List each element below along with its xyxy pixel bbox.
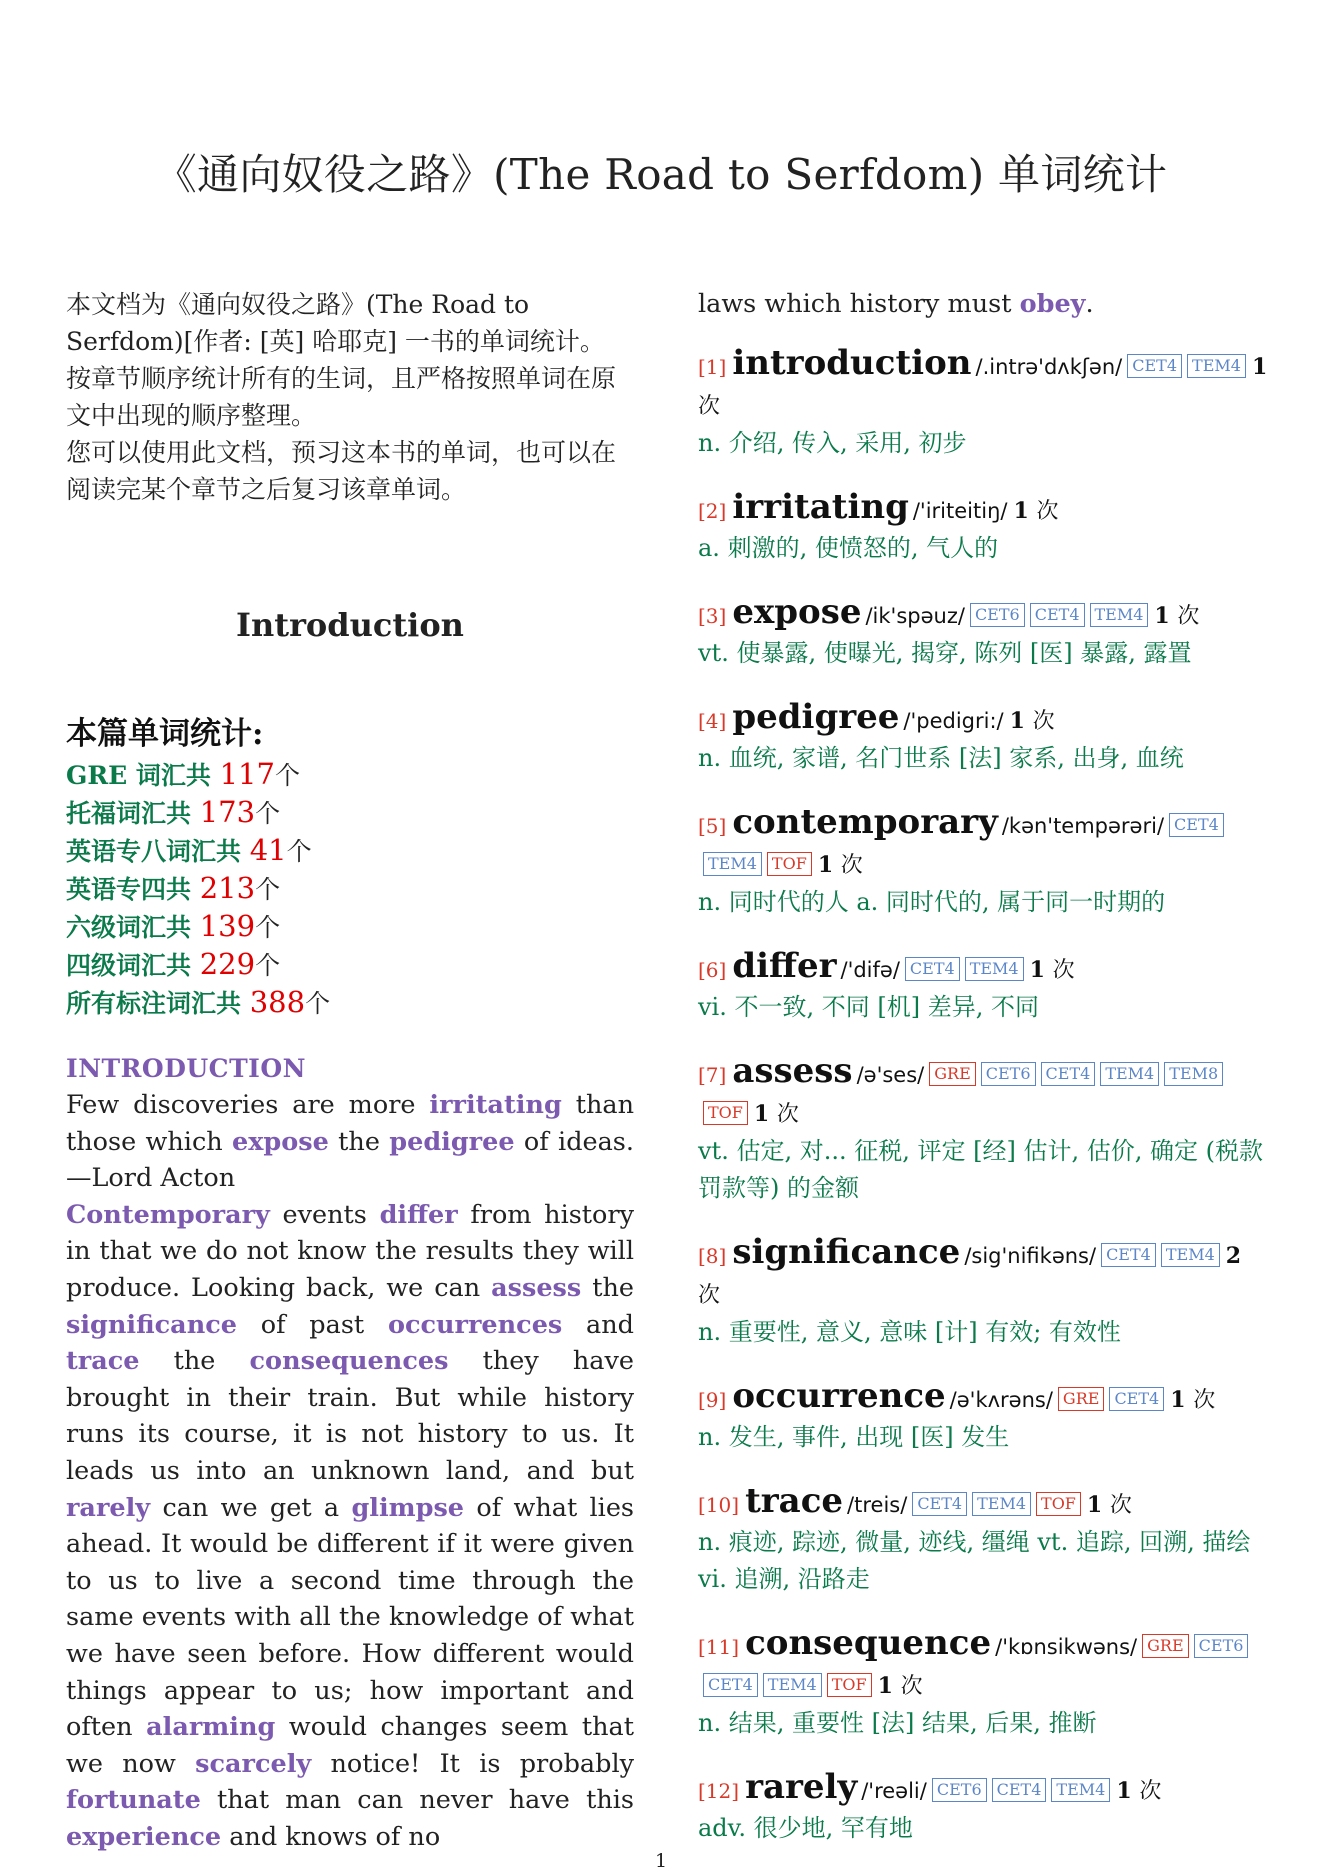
entry-count: 1 次	[698, 354, 1268, 419]
entry-count: 1 次	[1086, 1492, 1132, 1518]
entry-index: [10]	[698, 1493, 740, 1517]
entry-index: [8]	[698, 1244, 727, 1268]
count-unit: 次	[1193, 1388, 1216, 1413]
text-run: from history in that we do not know the results they will produce. Looking back, we can	[66, 1199, 635, 1303]
text-run: can we get a	[150, 1492, 352, 1523]
entry-count: 1 次	[817, 852, 863, 878]
exam-tag: CET4	[1041, 1062, 1096, 1086]
entry-word: differ	[732, 946, 837, 986]
entry-definition: n. 重要性, 意义, 意味 [计] 有效; 有效性	[698, 1318, 1121, 1346]
entry-count: 2 次	[698, 1243, 1242, 1308]
exam-tag: GRE	[1058, 1387, 1105, 1411]
stat-unit: 个	[305, 989, 331, 1018]
exam-tag: TOF	[1036, 1492, 1081, 1516]
entry-count: 1 次	[753, 1101, 799, 1127]
vocab-entry	[698, 948, 1270, 1026]
entry-word: pedigree	[732, 697, 900, 737]
stat-label: 六级词汇共	[66, 913, 200, 942]
entry-phonetic: /'reəli/	[861, 1779, 927, 1803]
keyword: significance	[66, 1309, 237, 1340]
entry-word: occurrence	[732, 1376, 946, 1416]
exam-tag: TEM8	[1164, 1062, 1223, 1086]
entry-word: introduction	[732, 343, 972, 383]
vocab-column	[698, 286, 1270, 1874]
stat-label: 所有标注词汇共	[66, 989, 250, 1018]
exam-tag: TEM4	[1187, 354, 1246, 378]
page-number: 1	[654, 1850, 668, 1872]
keyword: alarming	[146, 1712, 276, 1743]
entry-phonetic: /kən'tempərəri/	[1001, 814, 1165, 838]
count-unit: 次	[698, 1283, 721, 1308]
entry-head	[698, 1053, 1270, 1133]
entry-index: [5]	[698, 814, 727, 838]
text-run: they have brought in their train. But while history runs its course, it is not history to us. It leads us into an unknown land, and but	[66, 1346, 634, 1486]
exam-tag: CET4	[992, 1778, 1047, 1802]
keyword: obey	[1019, 289, 1086, 319]
count-unit: 次	[1052, 958, 1075, 983]
stat-line	[66, 870, 634, 908]
stat-count: 117	[219, 757, 275, 791]
exam-tag: CET4	[1030, 603, 1085, 627]
vocab-entry	[698, 1769, 1270, 1847]
text-run: the	[139, 1346, 250, 1377]
stat-unit: 个	[286, 837, 312, 866]
vocab-entry	[698, 699, 1270, 777]
text-run: that man can never have this	[200, 1785, 634, 1816]
stat-unit: 个	[274, 761, 300, 790]
text-run: of ideas. —Lord Acton	[66, 1126, 634, 1194]
entry-definition: n. 介绍, 传入, 采用, 初步	[698, 429, 967, 457]
count-unit: 次	[900, 1674, 923, 1699]
keyword: fortunate	[66, 1785, 201, 1816]
vocab-entry	[698, 345, 1270, 462]
entry-definition: adv. 很少地, 罕有地	[698, 1814, 913, 1842]
passage-heading: INTRODUCTION	[66, 1054, 307, 1083]
vocab-entry	[698, 1378, 1270, 1456]
entry-word: trace	[745, 1481, 844, 1521]
stat-unit: 个	[255, 951, 281, 980]
stat-unit: 个	[255, 799, 281, 828]
exam-tag: TEM4	[1100, 1062, 1159, 1086]
entry-count: 1 次	[1170, 1387, 1216, 1413]
entry-head	[698, 1234, 1270, 1314]
exam-tag: TEM4	[763, 1673, 822, 1697]
exam-tag: CET6	[970, 603, 1025, 627]
keyword: experience	[66, 1821, 222, 1852]
entry-head	[698, 345, 1270, 425]
text-run: laws which history must	[698, 289, 1020, 319]
entry-phonetic: /'pedigri:/	[903, 709, 1004, 733]
entry-head	[698, 948, 1270, 989]
stat-label: 英语专四共	[66, 875, 200, 904]
entry-word: irritating	[732, 487, 909, 527]
text-run: notice! It is probably	[311, 1748, 635, 1779]
stat-label: GRE 词汇共	[66, 761, 220, 790]
count-unit: 次	[1139, 1779, 1162, 1804]
entry-definition: n. 同时代的人 a. 同时代的, 属于同一时期的	[698, 888, 1166, 916]
stat-line	[66, 756, 634, 794]
intro-block	[66, 286, 634, 508]
stat-line	[66, 794, 634, 832]
entry-head	[698, 699, 1270, 740]
entry-count: 1 次	[1154, 603, 1200, 629]
keyword: differ	[379, 1199, 458, 1230]
entry-phonetic: /ə'kʌrəns/	[949, 1388, 1053, 1412]
exam-tag: TEM4	[703, 852, 762, 876]
entry-index: [3]	[698, 604, 727, 628]
exam-tag: CET6	[932, 1778, 987, 1802]
stat-count: 229	[199, 947, 256, 981]
passage	[66, 1050, 634, 1855]
entry-definition: vt. 估定, 对... 征税, 评定 [经] 估计, 估价, 确定 (税款罚款等) 的金额	[698, 1137, 1263, 1202]
text-run: events	[269, 1199, 380, 1230]
entry-definition: vi. 不一致, 不同 [机] 差异, 不同	[698, 993, 1039, 1021]
entry-index: [4]	[698, 709, 727, 733]
exam-tag: CET6	[1194, 1634, 1249, 1658]
text-run: would changes seem that we now	[66, 1712, 634, 1779]
count-unit: 次	[698, 394, 721, 419]
entry-phonetic: /ə'ses/	[856, 1063, 925, 1087]
entry-word: rarely	[745, 1767, 858, 1807]
entry-word: consequence	[745, 1623, 992, 1663]
entry-word: expose	[732, 592, 862, 632]
entry-count: 1 次	[1116, 1778, 1162, 1804]
stat-label: 英语专八词汇共	[66, 837, 250, 866]
stat-count: 388	[249, 985, 306, 1019]
stat-line	[66, 832, 634, 870]
exam-tag: TOF	[703, 1101, 748, 1125]
vocab-entry	[698, 1483, 1270, 1598]
entry-head	[698, 1625, 1270, 1705]
entry-head	[698, 489, 1270, 530]
exam-tag: CET4	[905, 957, 960, 981]
stat-count: 139	[199, 909, 256, 943]
exam-tag: TEM4	[1161, 1243, 1220, 1267]
stat-label: 四级词汇共	[66, 951, 200, 980]
exam-tag: CET4	[1127, 354, 1182, 378]
entry-phonetic: /ik'spəuz/	[865, 604, 965, 628]
vocab-entry	[698, 1053, 1270, 1207]
vocab-entry-list	[698, 345, 1270, 1847]
text-run: of past	[236, 1309, 388, 1340]
word-stats	[66, 712, 634, 1022]
entry-head	[698, 1769, 1270, 1810]
entry-word: contemporary	[732, 802, 998, 842]
exam-tag: TEM4	[965, 957, 1024, 981]
keyword: glimpse	[351, 1492, 465, 1523]
vocab-entry	[698, 489, 1270, 567]
exam-tag: GRE	[1142, 1634, 1189, 1658]
keyword: assess	[491, 1272, 582, 1303]
count-unit: 次	[1109, 1493, 1132, 1518]
passage-text	[66, 1087, 634, 1855]
entry-phonetic: /sig'nifikəns/	[964, 1244, 1097, 1268]
entry-count: 1 次	[1029, 957, 1075, 983]
entry-word: assess	[732, 1051, 853, 1091]
entry-index: [1]	[698, 355, 727, 379]
exam-tag: CET4	[1101, 1243, 1156, 1267]
entry-index: [7]	[698, 1063, 727, 1087]
count-unit: 次	[1032, 709, 1055, 734]
entry-definition: n. 痕迹, 踪迹, 微量, 迹线, 缰绳 vt. 追踪, 回溯, 描绘 vi. 追溯, 沿路走	[698, 1528, 1251, 1593]
keyword: Contemporary	[66, 1199, 270, 1230]
text-run: the	[328, 1126, 390, 1157]
exam-tag: TEM4	[1090, 603, 1149, 627]
entry-head	[698, 1483, 1270, 1524]
entry-word: significance	[732, 1232, 961, 1272]
keyword: rarely	[66, 1492, 151, 1523]
keyword: pedigree	[389, 1126, 515, 1157]
stat-count: 173	[199, 795, 256, 829]
stats-list	[66, 756, 634, 1022]
entry-phonetic: /'kɒnsikwəns/	[995, 1635, 1138, 1659]
entry-definition: a. 刺激的, 使愤怒的, 气人的	[698, 534, 999, 562]
entry-definition: n. 血统, 家谱, 名门世系 [法] 家系, 出身, 血统	[698, 744, 1184, 772]
keyword: irritating	[429, 1090, 562, 1120]
text-run: of what lies ahead. It would be different if it were given to us to live a second time through the same events with all the knowledge of what we have seen before. How different would things appear to us; how important and often	[66, 1492, 634, 1743]
keyword: expose	[231, 1126, 329, 1157]
stat-line	[66, 908, 634, 946]
entry-head	[698, 1378, 1270, 1419]
text-run: than those which	[66, 1090, 635, 1157]
text-run: .	[1085, 289, 1094, 319]
stat-label: 托福词汇共	[66, 799, 200, 828]
stat-unit: 个	[255, 913, 281, 942]
entry-index: [12]	[698, 1779, 740, 1803]
entry-count: 1 次	[1013, 498, 1059, 524]
exam-tag: CET4	[1109, 1387, 1164, 1411]
vocab-entry	[698, 1234, 1270, 1351]
section-heading: Introduction	[236, 606, 464, 644]
entry-definition: n. 发生, 事件, 出现 [医] 发生	[698, 1423, 1010, 1451]
entry-head	[698, 594, 1270, 635]
keyword: occurrences	[387, 1309, 563, 1340]
exam-tag: GRE	[929, 1062, 976, 1086]
entry-phonetic: /treis/	[847, 1493, 908, 1517]
text-run: Few discoveries are more	[66, 1090, 430, 1120]
vocab-entry	[698, 1625, 1270, 1742]
keyword: trace	[66, 1346, 140, 1377]
intro-paragraph: 本文档为《通向奴役之路》(The Road to Serfdom)[作者: [英] 哈耶克] 一书的单词统计。	[66, 290, 605, 356]
passage-continuation	[698, 286, 1270, 323]
exam-tag: TOF	[827, 1673, 872, 1697]
count-unit: 次	[776, 1102, 799, 1127]
stat-line	[66, 946, 634, 984]
text-run: the	[581, 1272, 634, 1303]
intro-paragraph: 您可以使用此文档，预习这本书的单词，也可以在阅读完某个章节之后复习该章单词。	[66, 438, 617, 504]
document-title: 《通向奴役之路》(The Road to Serfdom) 单词统计	[154, 150, 1168, 199]
text-run: and knows of no	[221, 1821, 441, 1852]
entry-count: 1 次	[877, 1673, 923, 1699]
stat-line	[66, 984, 634, 1022]
exam-tag: CET4	[912, 1492, 967, 1516]
vocab-entry	[698, 804, 1270, 921]
entry-index: [2]	[698, 499, 727, 523]
entry-index: [9]	[698, 1388, 727, 1412]
exam-tag: TOF	[767, 852, 812, 876]
exam-tag: CET4	[1169, 813, 1224, 837]
entry-head	[698, 804, 1270, 884]
stat-count: 213	[199, 871, 256, 905]
entry-definition: n. 结果, 重要性 [法] 结果, 后果, 推断	[698, 1709, 1097, 1737]
count-unit: 次	[840, 853, 863, 878]
stat-unit: 个	[255, 875, 281, 904]
entry-definition: vt. 使暴露, 使曝光, 揭穿, 陈列 [医] 暴露, 露置	[698, 639, 1192, 667]
entry-index: [6]	[698, 958, 727, 982]
count-unit: 次	[1177, 604, 1200, 629]
exam-tag: CET4	[703, 1673, 758, 1697]
text-run: and	[562, 1309, 634, 1340]
count-unit: 次	[1036, 499, 1059, 524]
entry-count: 1 次	[1009, 708, 1055, 734]
stat-count: 41	[249, 833, 287, 867]
keyword: consequences	[249, 1346, 449, 1377]
stats-title: 本篇单词统计:	[66, 716, 264, 752]
entry-phonetic: /.intrə'dʌkʃən/	[975, 355, 1123, 379]
entry-index: [11]	[698, 1635, 740, 1659]
keyword: scarcely	[195, 1748, 312, 1779]
vocab-entry	[698, 594, 1270, 672]
intro-paragraph: 按章节顺序统计所有的生词，且严格按照单词在原文中出现的顺序整理。	[66, 364, 617, 430]
entry-phonetic: /'difə/	[840, 958, 900, 982]
exam-tag: CET6	[981, 1062, 1036, 1086]
exam-tag: TEM4	[1051, 1778, 1110, 1802]
exam-tag: TEM4	[972, 1492, 1031, 1516]
entry-phonetic: /'iriteitiŋ/	[912, 499, 1008, 523]
